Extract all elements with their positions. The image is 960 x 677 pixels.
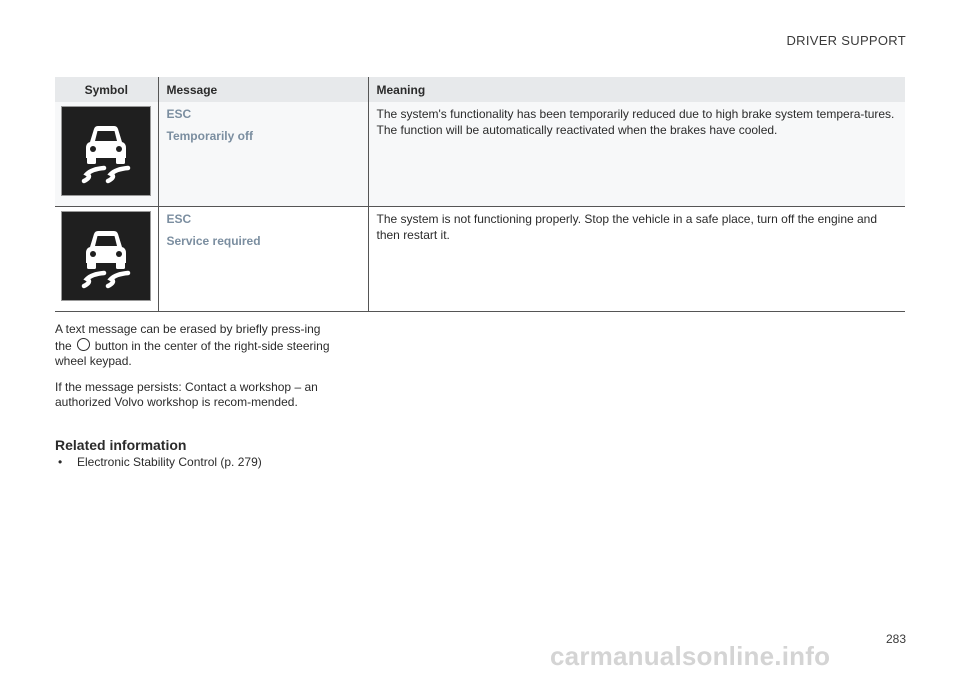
related-information-list	[55, 455, 262, 469]
message-cell	[158, 207, 368, 312]
page-number: 283	[885, 632, 906, 646]
section-title: DRIVER SUPPORT	[786, 33, 906, 48]
symbol-cell	[55, 102, 158, 207]
meaning-cell: The system is not functioning properly. Stop the vehicle in a safe place, turn off the engine and then restart it.	[368, 207, 905, 312]
meaning-cell: The system's functionality has been temporarily reduced due to high brake system tempera-tures. The function will be automatically reactivated when the brakes have cooled.	[368, 102, 905, 207]
symbol-cell	[55, 207, 158, 312]
symbol-table	[55, 77, 905, 312]
column-header-message: Message	[158, 77, 368, 102]
table-header-row	[55, 77, 905, 102]
message-cell	[158, 102, 368, 207]
esc-skid-car-icon	[61, 106, 151, 196]
related-link-text[interactable]: Electronic Stability Control (p. 279)	[77, 455, 262, 469]
column-header-symbol: Symbol	[55, 77, 158, 102]
message-title: ESC	[166, 107, 192, 121]
list-item[interactable]	[55, 455, 262, 469]
erase-instruction-paragraph	[55, 322, 330, 370]
erase-instruction-start: A text message can be erased by briefly press-ing the	[55, 322, 321, 353]
message-subtitle: Temporarily off	[166, 129, 253, 143]
workshop-paragraph: If the message persists: Contact a workshop – an authorized Volvo workshop is recom-mended.	[55, 379, 318, 409]
table-row	[55, 102, 905, 207]
table-row	[55, 207, 905, 312]
watermark: carmanualsonline.info	[550, 641, 831, 671]
bullet-icon: •	[58, 455, 63, 469]
related-information-heading: Related information	[55, 437, 187, 453]
column-header-meaning: Meaning	[368, 77, 905, 102]
erase-instruction-end: button in the center of the right-side steering wheel keypad.	[55, 338, 330, 368]
body-text	[55, 322, 330, 421]
message-title: ESC	[166, 212, 192, 226]
esc-skid-car-icon	[61, 211, 151, 301]
message-subtitle: Service required	[166, 234, 261, 248]
circle-button-icon	[77, 338, 90, 351]
